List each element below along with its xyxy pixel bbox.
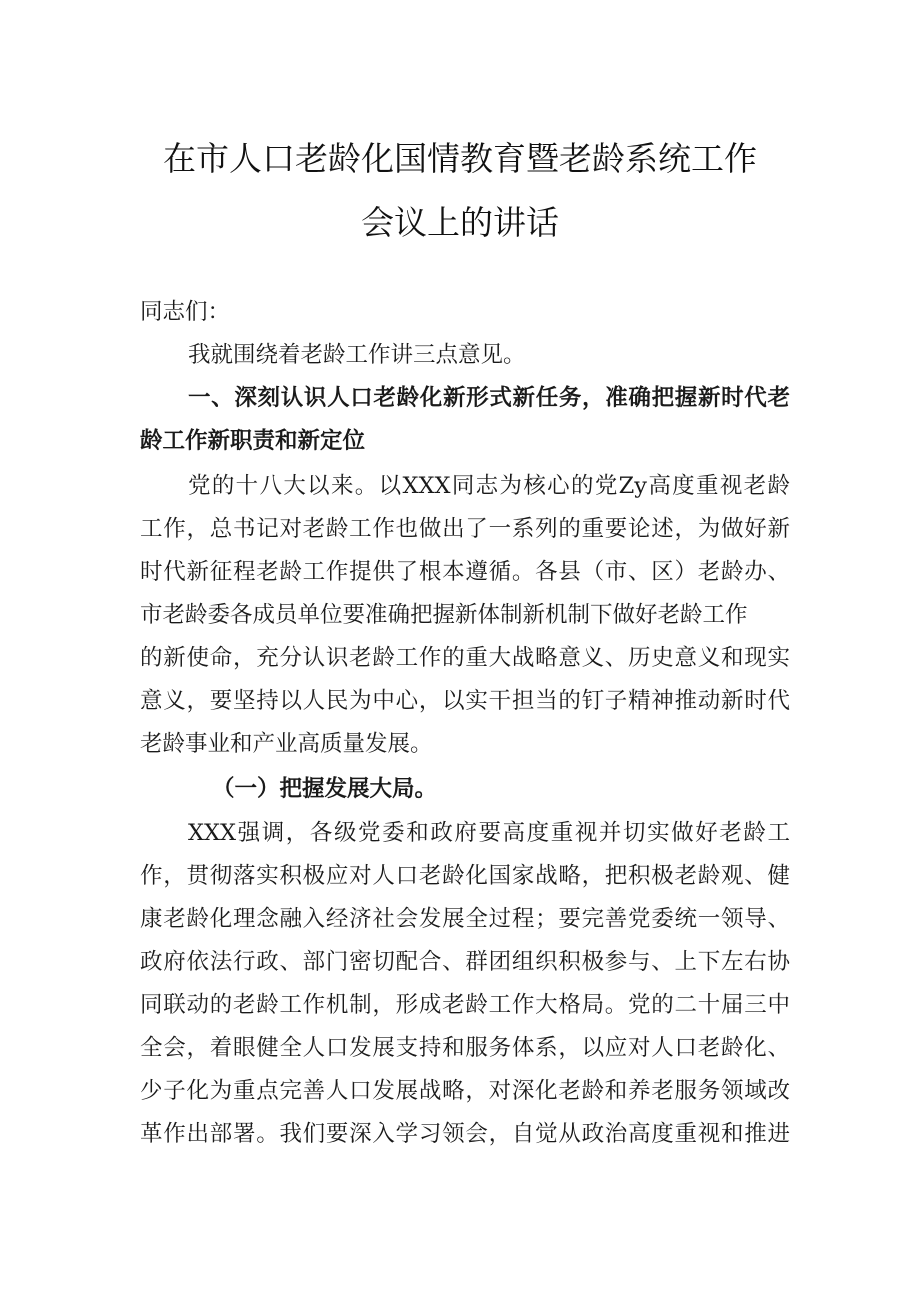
paragraph-1-line: 市老龄委各成员单位要准确把握新体制新机制下做好老龄工作 <box>140 602 748 628</box>
paragraph-2-line: 同联动的老龄工作机制，形成老龄工作大格局。党的二十届三中 <box>140 992 790 1018</box>
paragraph-1-line: 时代新征程老龄工作提供了根本遵循。各县（市、区）老龄办、 <box>140 559 790 585</box>
document-title-line-2: 会议上的讲话 <box>361 203 559 242</box>
document-title-line-1: 在市人口老龄化国情教育暨老龄系统工作 <box>163 139 757 178</box>
section-1-heading-line: 龄工作新职责和新定位 <box>140 428 366 454</box>
paragraph-2-line: 全会，着眼健全人口发展支持和服务体系，以应对人口老龄化、 <box>140 1035 790 1061</box>
paragraph-2-line: XXX强调，各级党委和政府要高度重视并切实做好老龄工 <box>188 820 790 846</box>
paragraph-2-line: 革作出部署。我们要深入学习领会，自觉从政治高度重视和推进 <box>140 1121 790 1147</box>
greeting: 同志们： <box>140 299 231 325</box>
paragraph-2-line: 少子化为重点完善人口发展战略，对深化老龄和养老服务领域改 <box>140 1078 790 1104</box>
paragraph-1-line: 老龄事业和产业高质量发展。 <box>140 731 433 757</box>
intro-paragraph: 我就围绕着老龄工作讲三点意见。 <box>188 342 526 368</box>
paragraph-2-line: 政府依法行政、部门密切配合、群团组织积极参与、上下左右协 <box>140 949 790 975</box>
subsection-1-heading: （一）把握发展大局。 <box>212 776 438 802</box>
paragraph-1-line: 意义，要坚持以人民为中心，以实干担当的钉子精神推动新时代 <box>140 688 790 714</box>
section-1-heading-line: 一、深刻认识人口老龄化新形式新任务，准确把握新时代老 <box>188 385 790 411</box>
paragraph-2-line: 作，贯彻落实积极应对人口老龄化国家战略，把积极老龄观、健 <box>140 863 790 889</box>
paragraph-1-line: 工作，总书记对老龄工作也做出了一系列的重要论述，为做好新 <box>140 516 790 542</box>
paragraph-2-line: 康老龄化理念融入经济社会发展全过程；要完善党委统一领导、 <box>140 906 790 932</box>
paragraph-1-line: 的新使命，充分认识老龄工作的重大战略意义、历史意义和现实 <box>140 645 790 671</box>
paragraph-1-line: 党的十八大以来。以XXX同志为核心的党Zy高度重视老龄 <box>188 473 790 499</box>
